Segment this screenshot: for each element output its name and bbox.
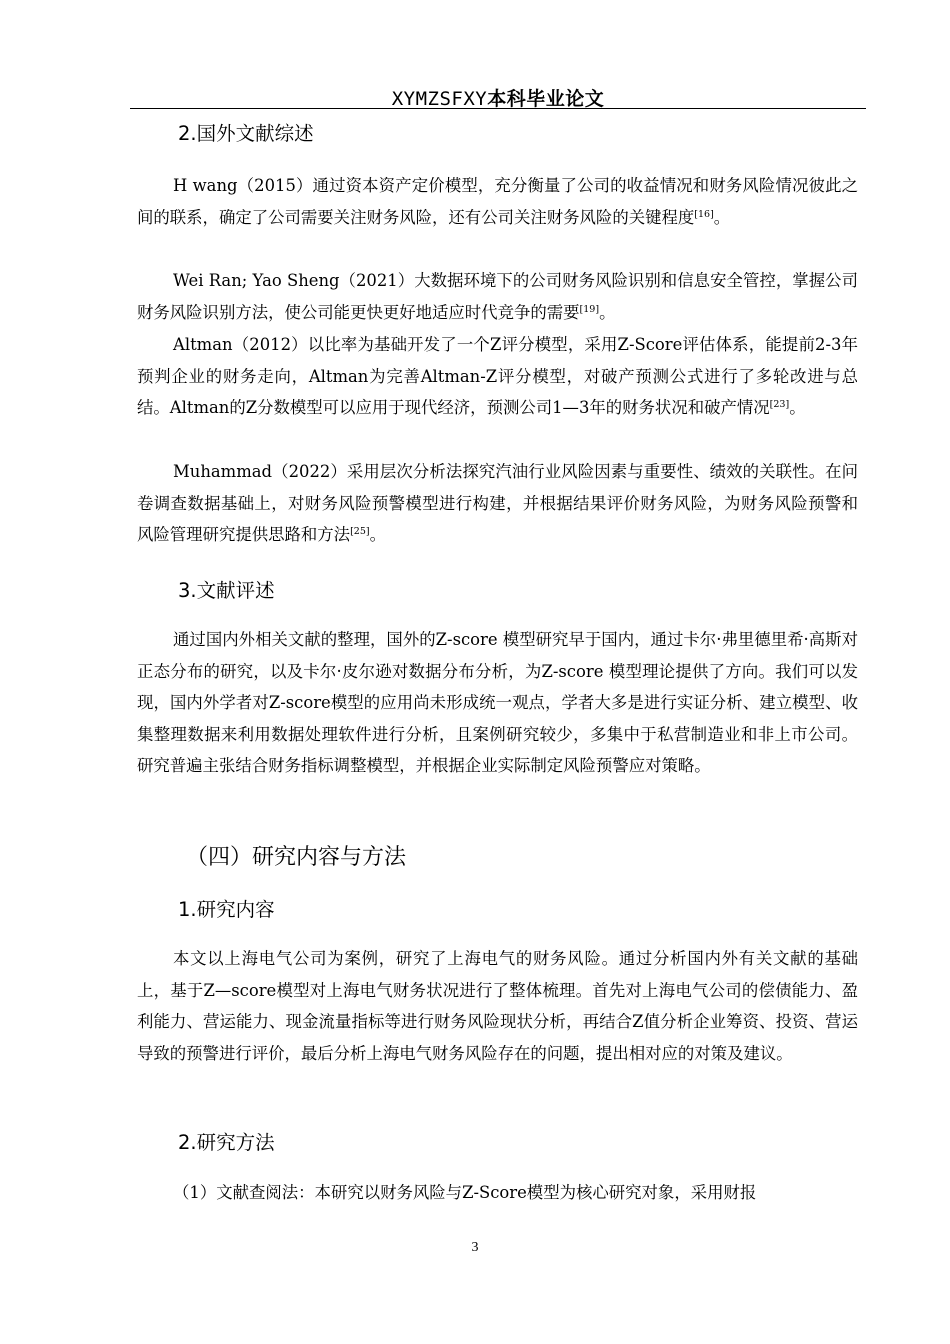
foreign-review-heading: 2.国外文献综述 bbox=[178, 122, 314, 145]
paragraph-altman: Altman（2012）以比率为基础开发了一个Z评分模型，采用Z-Score评估体系，能提前2-3年预判企业的财务走向，Altman为完善Altman-Z评分模型，对破产预测公式进行了多轮改进与总结。Altman的Z分数模型可以应用于现代经济，预测公司1—3年的财务状况和破产情况[23]。 bbox=[137, 335, 858, 418]
citation-16: [16] bbox=[694, 208, 714, 220]
paragraph-review: 通过国内外相关文献的整理，国外的Z-score 模型研究早于国内，通过卡尔·弗里德里希·高斯对正态分布的研究，以及卡尔·皮尔逊对数据分布分析，为Z-score 模型理论提供了方向。我们可以发现，国内外学者对Z-score模型的应用尚未形成统一观点，学者大多是进行实证分析、建立模型、收集整理数据来利用数据处理软件进行分析，且案例研究较少，多集中于私营制造业和非上市公司。研究普遍主张结合财务指标调整模型，并根据企业实际制定风险预警应对策略。 bbox=[137, 630, 858, 776]
paragraph-weiran: Wei Ran; Yao Sheng（2021）大数据环境下的公司财务风险识别和信息安全管控，掌握公司财务风险识别方法，使公司能更快更好地适应时代竞争的需要[19]。 bbox=[137, 271, 858, 322]
method-heading: 2.研究方法 bbox=[178, 1131, 275, 1154]
header-title: 本科毕业论文 bbox=[487, 88, 605, 110]
citation-23: [23] bbox=[769, 399, 790, 411]
header-divider bbox=[130, 108, 866, 109]
citation-25: [25] bbox=[350, 526, 370, 538]
header-code: XYMZSFXY bbox=[391, 88, 488, 110]
running-header bbox=[130, 84, 866, 111]
paragraph-hwang: H wang（2015）通过资本资产定价模型，充分衡量了公司的收益情况和财务风险情况彼此之间的联系，确定了公司需要关注财务风险，还有公司关注财务风险的关键程度[16]。 bbox=[137, 176, 858, 227]
content-heading: 1.研究内容 bbox=[178, 898, 275, 921]
chapter4-heading: （四）研究内容与方法 bbox=[186, 845, 407, 870]
citation-19: [19] bbox=[579, 303, 600, 315]
review-heading: 3.文献评述 bbox=[178, 579, 275, 602]
paragraph-content: 本文以上海电气公司为案例，研究了上海电气的财务风险。通过分析国内外有关文献的基础上，基于Z—score模型对上海电气财务状况进行了整体梳理。首先对上海电气公司的偿债能力、盈利能力、营运能力、现金流量指标等进行财务风险现状分析，再结合Z值分析企业筹资、投资、营运导致的预警进行评价，最后分析上海电气财务风险存在的问题，提出相对应的对策及建议。 bbox=[137, 949, 858, 1063]
paragraph-method: （1）文献查阅法：本研究以财务风险与Z-Score模型为核心研究对象，采用财报 bbox=[173, 1183, 757, 1202]
paragraph-muhammad: Muhammad（2022）采用层次分析法探究汽油行业风险因素与重要性、绩效的关联性。在问卷调查数据基础上，对财务风险预警模型进行构建，并根据结果评价财务风险，为财务风险预警和风险管理研究提供思路和方法[25]。 bbox=[137, 462, 858, 545]
page-number: 3 bbox=[471, 1240, 479, 1255]
